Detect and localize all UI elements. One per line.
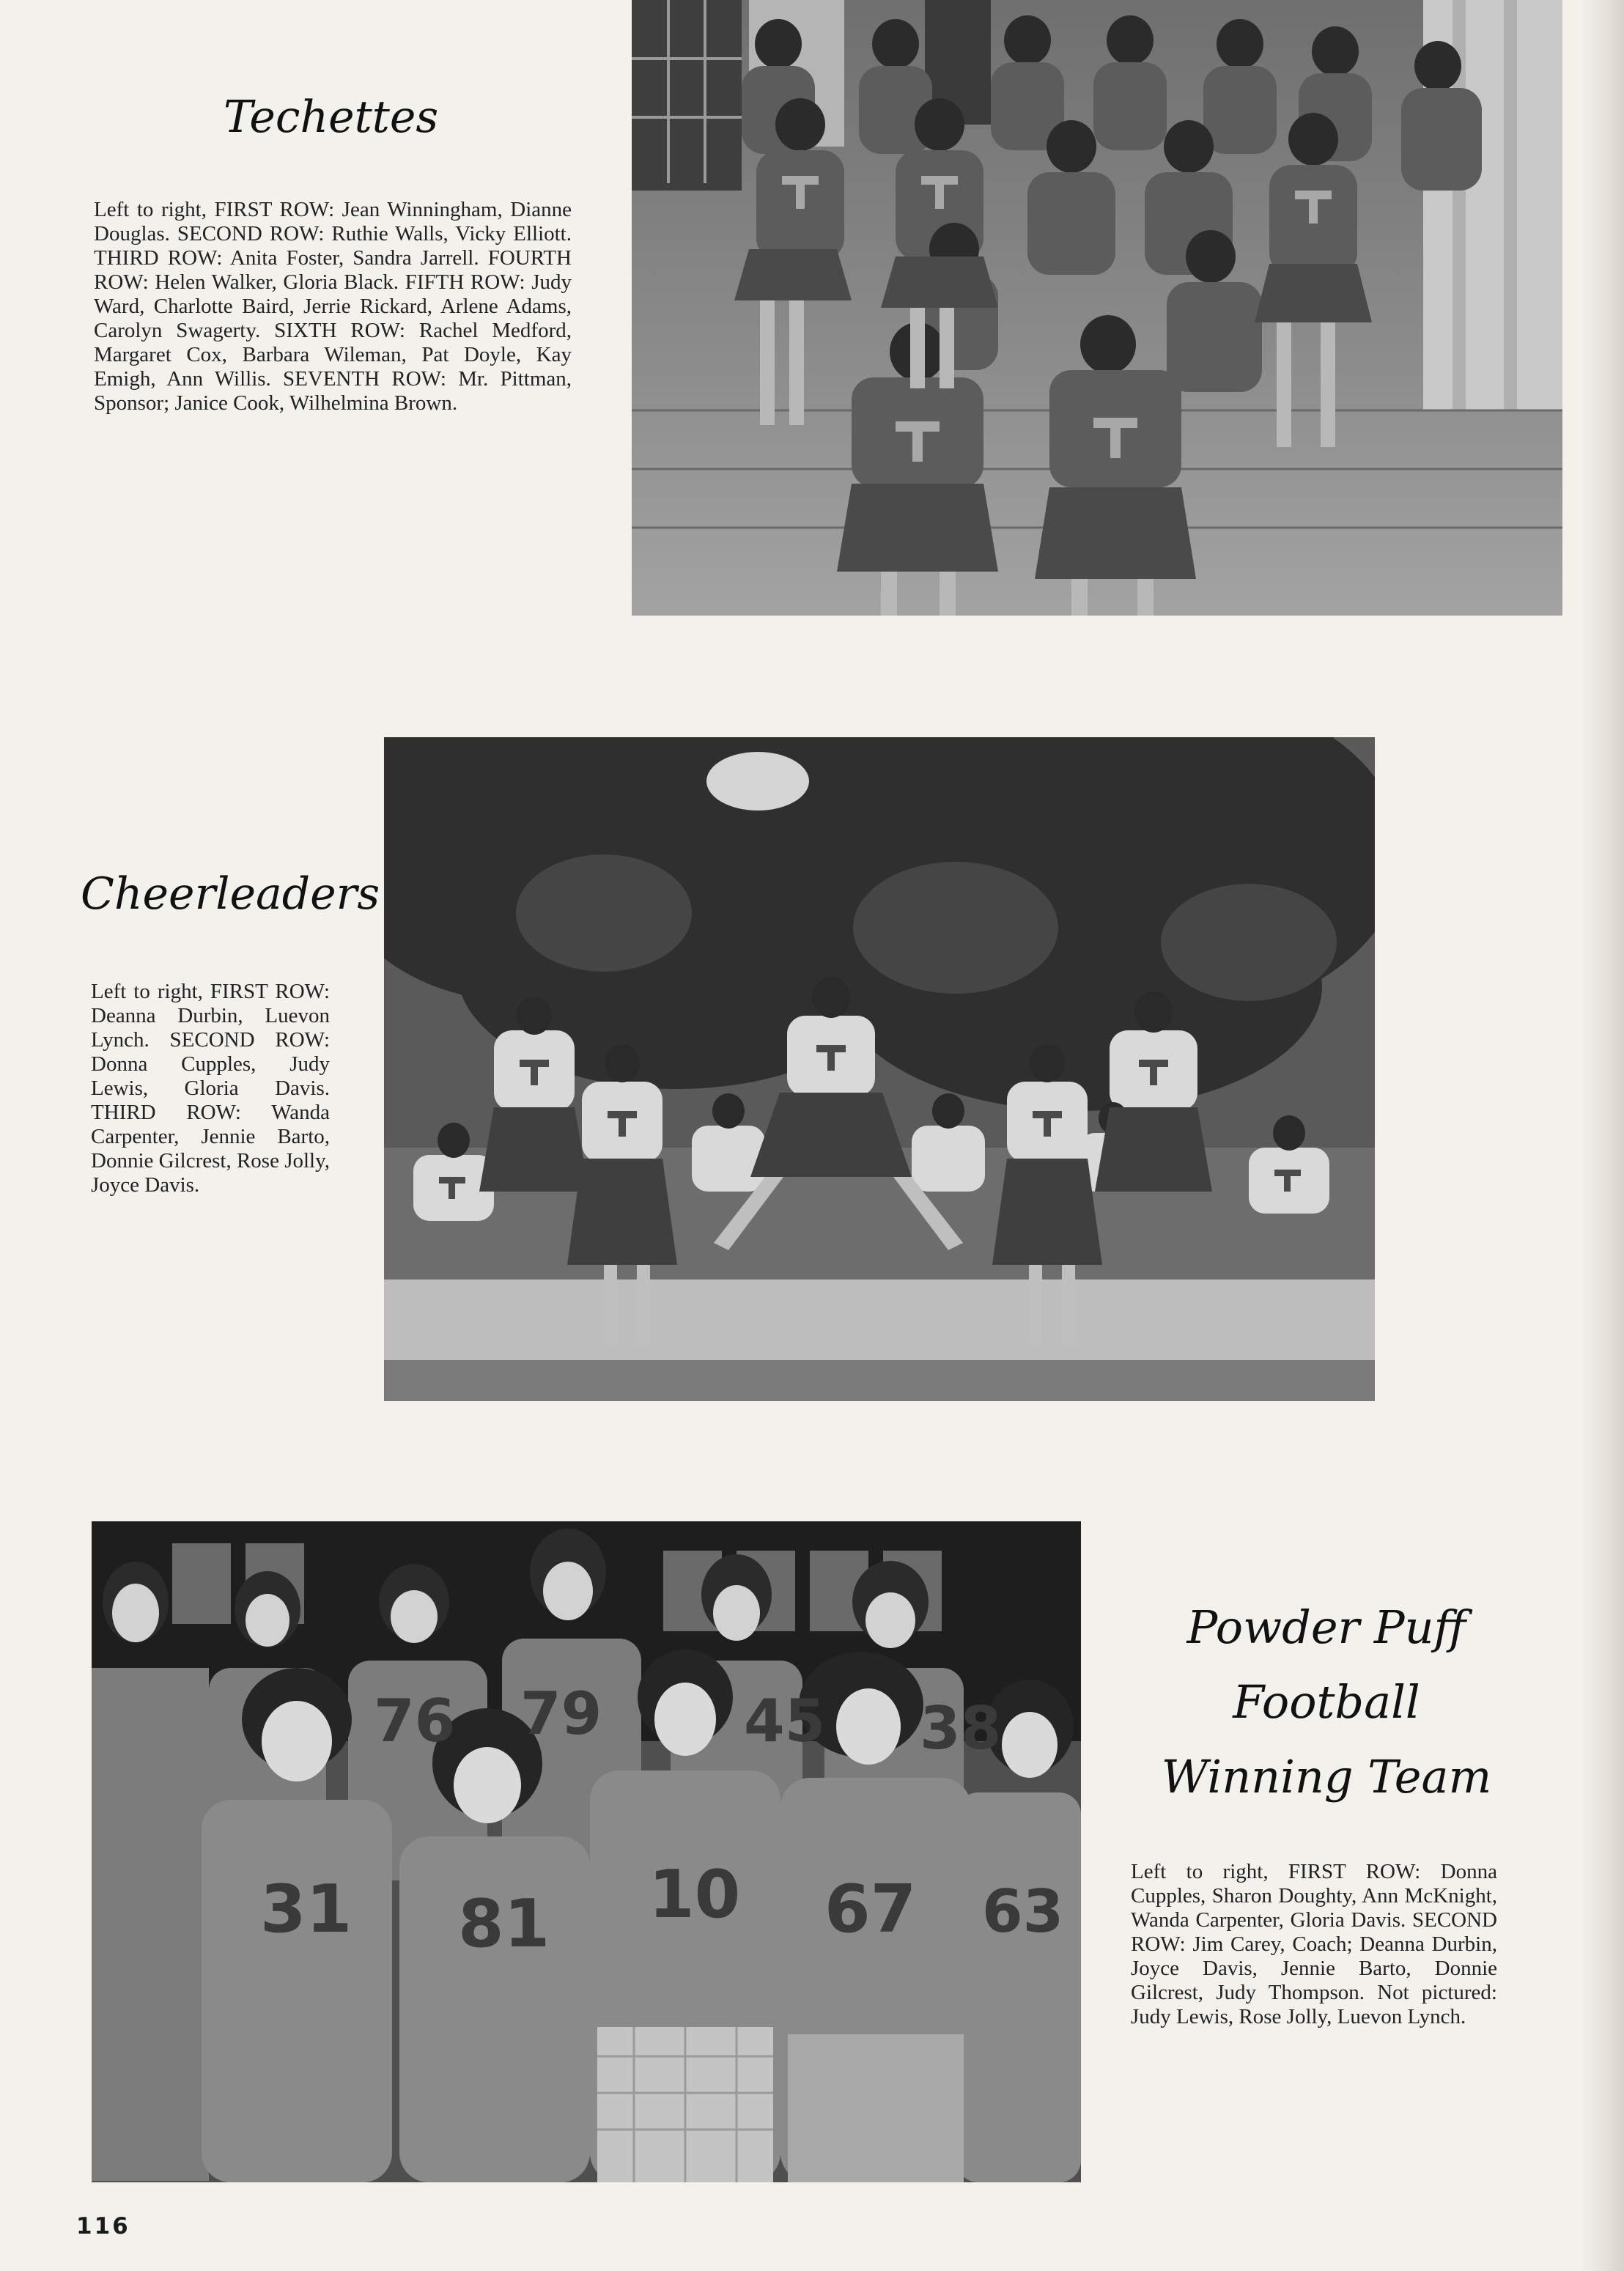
jersey-number-67: 67	[824, 1871, 917, 1948]
cheerleaders-caption: Left to right, FIRST ROW: Deanna Durbin, Luevon Lynch. SECOND ROW: Donna Cupples, Judy Lewis, Gloria Davis. THIRD ROW: Wanda Carpenter, Jennie Barto, Donnie Gilcrest, Rose Jolly, Joyce Davis.	[91, 980, 330, 1197]
jersey-number-10: 10	[649, 1856, 741, 1933]
powder-puff-title-line-2: Football	[1233, 1675, 1420, 1729]
powder-puff-caption: Left to right, FIRST ROW: Donna Cupples, Sharon Doughty, Ann McKnight, Wanda Carpenter, Gloria Davis. SECOND ROW: Jim Carey, Coach; Deanna Durbin, Joyce Davis, Jennie Barto, Donnie Gilcrest, Judy Thompson. Not pictured: Judy Lewis, Rose Jolly, Luevon Lynch.	[1131, 1860, 1497, 2028]
jersey-number-38: 38	[920, 1694, 1002, 1762]
cheerleaders-title: Cheerleaders	[81, 868, 380, 920]
cheerleaders-photo	[384, 737, 1375, 1401]
powder-puff-title-line-3: Winning Team	[1161, 1750, 1492, 1803]
techettes-title: Techettes	[224, 92, 439, 143]
jersey-number-76: 76	[374, 1687, 456, 1755]
powder-puff-photo-image	[92, 1521, 1081, 2182]
jersey-number-81: 81	[458, 1886, 550, 1962]
techettes-caption: Left to right, FIRST ROW: Jean Winningham, Dianne Douglas. SECOND ROW: Ruthie Walls, Vicky Elliott. THIRD ROW: Anita Foster, Sandra Jarrell. FOURTH ROW: Helen Walker, Gloria Black. FIFTH ROW: Judy Ward, Charlotte Baird, Jerrie Rickard, Arlene Adams, Carolyn Swagerty. SIXTH ROW: Rachel Medford, Margaret Cox, Barbara Wileman, Pat Doyle, Kay Emigh, Ann Willis. SEVENTH ROW: Mr. Pittman, Sponsor; Janice Cook, Wilhelmina Brown.	[94, 198, 572, 415]
jersey-number-79: 79	[520, 1680, 602, 1748]
page-gutter-shadow	[1580, 0, 1624, 2271]
techettes-photo-image	[632, 0, 1562, 616]
jersey-number-45: 45	[744, 1687, 826, 1755]
powder-puff-photo	[92, 1521, 1081, 2182]
page-number: 116	[76, 2213, 130, 2239]
powder-puff-title-line-1: Powder Puff	[1186, 1600, 1466, 1654]
jersey-number-63: 63	[982, 1877, 1064, 1946]
techettes-photo	[632, 0, 1562, 616]
cheerleaders-photo-image	[384, 737, 1375, 1401]
powder-puff-title	[1121, 1590, 1532, 1814]
jersey-number-31: 31	[260, 1871, 353, 1948]
